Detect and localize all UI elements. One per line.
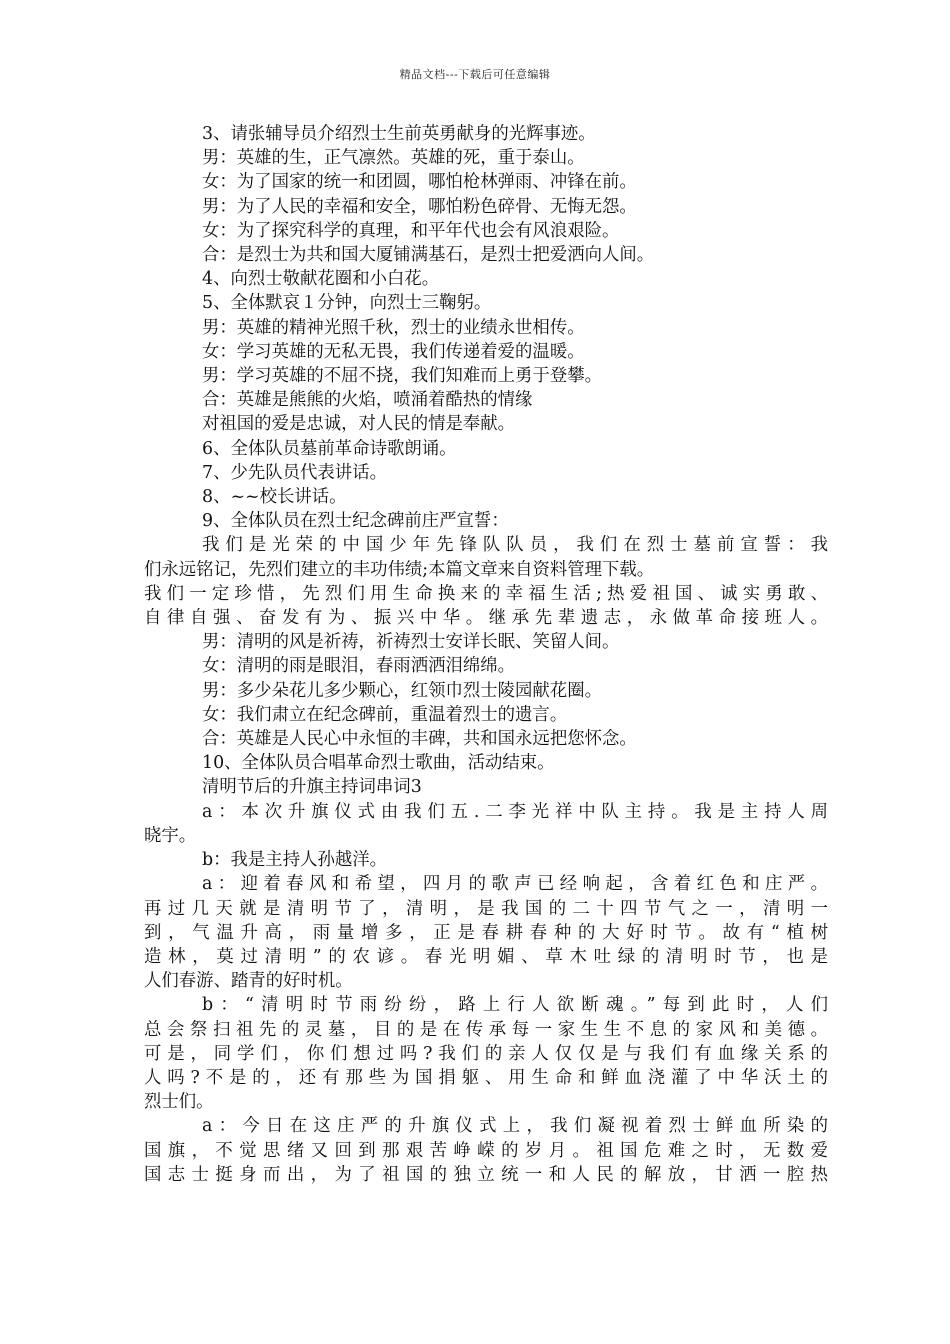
text-line: 男：清明的风是祈祷，祈祷烈士安详长眠、笑留人间。	[202, 632, 620, 653]
text-line: a：本次升旗仪式由我们五.二李光祥中队主持。我是主持人周	[202, 801, 828, 822]
text-line: a：今日在这庄严的升旗仪式上，我们凝视着烈士鲜血所染的	[202, 1116, 828, 1137]
text-line: b：我是主持人孙越洋。	[202, 850, 388, 871]
text-line: 国志士挺身而出，为了祖国的独立统一和人民的解放，甘洒一腔热	[144, 1164, 828, 1185]
text-line: 清明节后的升旗主持词串词3	[202, 777, 422, 798]
text-line: 国旗，不觉思绪又回到那艰苦峥嵘的岁月。祖国危难之时，无数爱	[144, 1140, 828, 1161]
text-line: 9、全体队员在烈士纪念碑前庄严宣誓：	[202, 511, 509, 532]
text-line: 7、少先队员代表讲话。	[202, 462, 387, 483]
text-line: 6、全体队员墓前革命诗歌朗诵。	[202, 438, 457, 459]
text-line: 男：多少朵花儿多少颗心，红领巾烈士陵园献花圈。	[202, 680, 602, 701]
text-line: 合：是烈士为共和国大厦铺满基石，是烈士把爱洒向人间。	[202, 245, 655, 266]
text-line: 女：我们肃立在纪念碑前，重温着烈士的遗言。	[202, 704, 568, 725]
text-line: a：迎着春风和希望，四月的歌声已经响起，含着红色和庄严。	[202, 874, 828, 895]
text-line: 晓宇。	[144, 825, 197, 846]
text-line: 男：英雄的生，正气凛然。英雄的死，重于泰山。	[202, 148, 585, 169]
text-line: 合：英雄是人民心中永恒的丰碑，共和国永远把您怀念。	[202, 729, 637, 750]
text-line: 人吗?不是的，还有那些为国捐躯、用生命和鲜血浇灌了中华沃土的	[144, 1067, 828, 1088]
text-line: 男：英雄的精神光照千秋，烈士的业绩永世相传。	[202, 317, 585, 338]
text-line: 我们一定珍惜，先烈们用生命换来的幸福生活;热爱祖国、诚实勇敢、	[144, 583, 828, 604]
text-line: 再过几天就是清明节了，清明，是我国的二十四节气之一，清明一	[144, 898, 828, 919]
text-line: 10、全体队员合唱革命烈士歌曲，活动结束。	[202, 753, 555, 774]
text-line: 我们是光荣的中国少年先锋队队员，我们在烈士墓前宣誓：我	[202, 535, 828, 556]
text-line: 8、~~校长讲话。	[202, 487, 347, 508]
document-body	[144, 122, 828, 1187]
page-header: 精品文档---下载后可任意编辑	[399, 68, 551, 81]
text-line: 到，气温升高，雨量增多，正是春耕春种的大好时节。故有“植树	[144, 922, 828, 943]
text-line: 合：英雄是熊熊的火焰，喷涌着酷热的情缘	[202, 390, 533, 411]
text-line: 女：清明的雨是眼泪，春雨洒洒泪绵绵。	[202, 656, 516, 677]
text-line: 3、请张辅导员介绍烈士生前英勇献身的光辉事迹。	[202, 124, 596, 144]
text-line: 5、全体默哀１分钟，向烈士三鞠躬。	[202, 293, 492, 314]
text-line: 女：学习英雄的无私无畏，我们传递着爱的温暖。	[202, 341, 585, 362]
text-line: 总会祭扫祖先的灵墓，目的是在传承每一家生生不息的家风和美德。	[144, 1019, 828, 1040]
text-line: 造林，莫过清明”的农谚。春光明媚、草木吐绿的清明时节，也是	[144, 946, 828, 967]
text-line: b：“清明时节雨纷纷，路上行人欲断魂。”每到此时，人们	[202, 995, 828, 1016]
text-line: 女：为了国家的统一和团圆，哪怕枪林弹雨、冲锋在前。	[202, 172, 637, 193]
text-line: 烈士们。	[144, 1092, 214, 1113]
text-line: 自律自强、奋发有为、振兴中华。继承先辈遗志，永做革命接班人。	[144, 608, 828, 629]
text-line: 人们春游、踏青的好时机。	[144, 971, 353, 992]
text-line: 男：为了人民的幸福和安全，哪怕粉色碎骨、无悔无怨。	[202, 196, 637, 217]
text-line: 可是，同学们，你们想过吗?我们的亲人仅仅是与我们有血缘关系的	[144, 1043, 828, 1064]
text-line: 男：学习英雄的不屈不挠，我们知难而上勇于登攀。	[202, 366, 602, 387]
text-line: 对祖国的爱是忠诚，对人民的情是奉献。	[202, 414, 516, 435]
text-line: 女：为了探究科学的真理，和平年代也会有风浪艰险。	[202, 220, 620, 241]
text-line: 4、向烈士敬献花圈和小白花。	[202, 269, 440, 290]
text-line: 们永远铭记，先烈们建立的丰功伟绩;本篇文章来自资料管理下载。	[144, 559, 655, 580]
